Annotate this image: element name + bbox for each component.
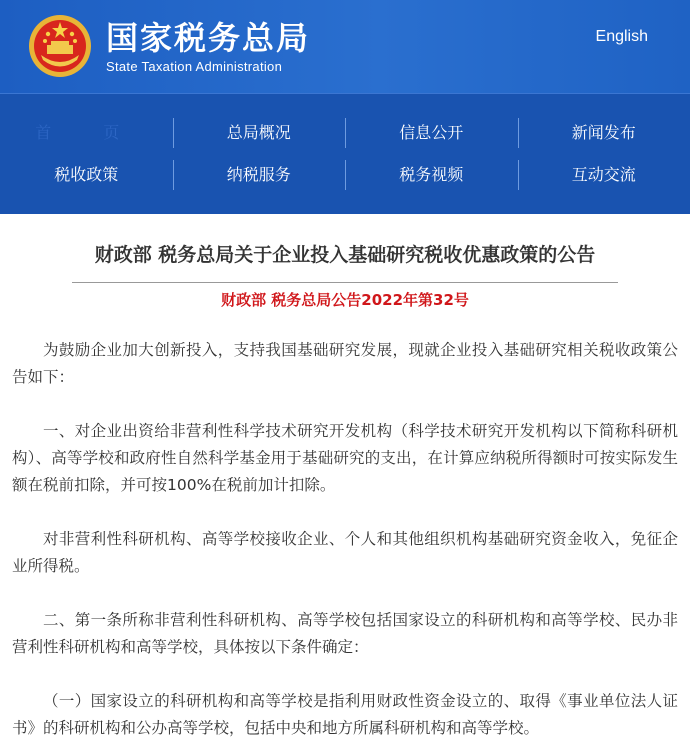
document-number: 财政部 税务总局公告2022年第32号	[221, 291, 469, 309]
site-name-cn: 国家税务总局	[106, 19, 311, 57]
nav-item-taxpayer-service[interactable]: 纳税服务	[173, 158, 346, 192]
article-title: 财政部 税务总局关于企业投入基础研究税收优惠政策的公告	[94, 244, 596, 266]
article-paragraph: 对非营利性科研机构、高等学校接收企业、个人和其他组织机构基础研究资金收入，免征企业所得税。	[12, 530, 678, 575]
national-emblem-icon	[27, 13, 93, 79]
nav-item-info-disclosure[interactable]: 信息公开	[345, 116, 518, 150]
nav-row-2	[0, 158, 690, 192]
nav-item-tax-video[interactable]: 税务视频	[345, 158, 518, 192]
site-name-en: State Taxation Administration	[106, 59, 283, 74]
site-brand[interactable]	[106, 20, 310, 75]
main-navigation	[0, 93, 690, 214]
article-paragraph: 一、对企业出资给非营利性科学技术研究开发机构（科学技术研究开发机构以下简称科研机构）、高等学校和政府性自然科学基金用于基础研究的支出，在计算应纳税所得额时可按实际发生额在税前扣除，并可按100%在税前加计扣除。	[12, 422, 678, 494]
article-paragraph: （一）国家设立的科研机构和高等学校是指利用财政性资金设立的、取得《事业单位法人证书》的科研机构和公办高等学校，包括中央和地方所属科研机构和高等学校。	[12, 692, 678, 737]
nav-item-news[interactable]: 新闻发布	[518, 116, 690, 150]
nav-row-1	[0, 116, 690, 150]
english-language-link[interactable]: English	[595, 28, 648, 45]
article-paragraph: 二、第一条所称非营利性科研机构、高等学校包括国家设立的科研机构和高等学校、民办非营利性科研机构和高等学校，具体按以下条件确定：	[12, 611, 678, 656]
nav-item-tax-policy[interactable]: 税收政策	[54, 165, 119, 184]
site-header	[0, 0, 690, 93]
article	[0, 242, 690, 742]
nav-item-home[interactable]: 首 页	[35, 123, 138, 142]
nav-item-overview[interactable]: 总局概况	[173, 116, 346, 150]
title-divider	[72, 282, 618, 283]
article-paragraph: 为鼓励企业加大创新投入，支持我国基础研究发展，现就企业投入基础研究相关税收政策公告如下：	[12, 341, 678, 386]
nav-item-interaction[interactable]: 互动交流	[518, 158, 690, 192]
